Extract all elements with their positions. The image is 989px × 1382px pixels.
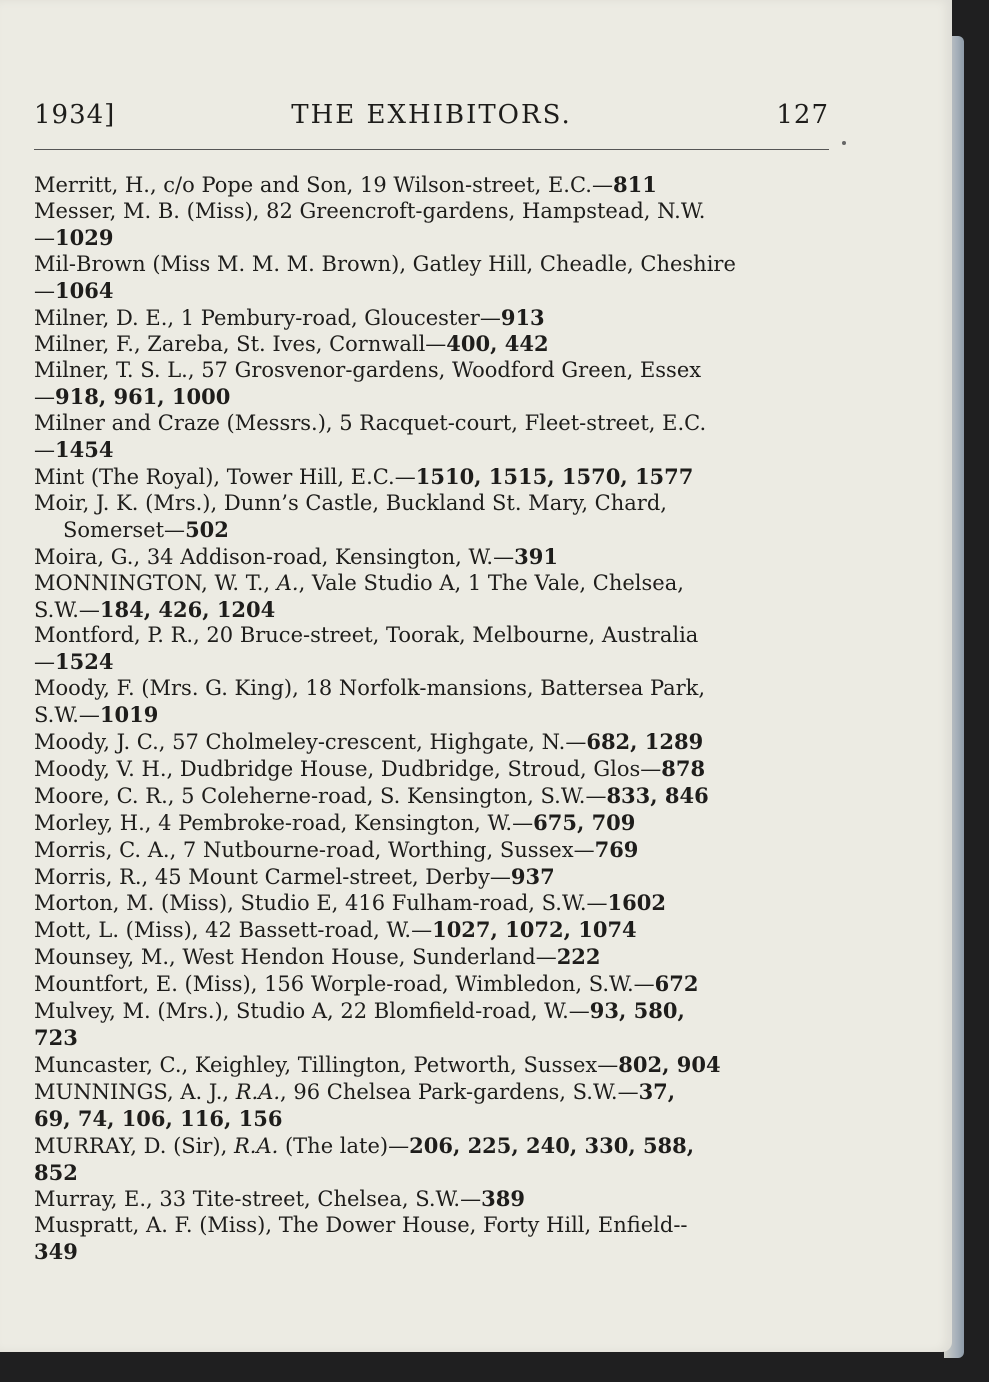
list-item: Muspratt, A. F. (Miss), The Dower House, Forty Hill, Enfield-- 349 <box>34 1213 688 1265</box>
list-item: Montford, P. R., 20 Bruce-street, Toorak, Melbourne, Australia —1524 <box>34 623 699 675</box>
header-title: THE EXHIBITORS. <box>291 100 572 130</box>
list-item: MUNNINGS, A. J., R.A., 96 Chelsea Park-gardens, S.W.—37, 69, 74, 106, 116, 156 <box>34 1078 676 1131</box>
exhibitor-list <box>34 172 834 1266</box>
page-number: 127 <box>776 100 829 130</box>
list-item: Muncaster, C., Keighley, Tillington, Petworth, Sussex—802, 904 <box>34 1051 721 1077</box>
list-item: Milner, D. E., 1 Pembury-road, Gloucester—913 <box>34 304 545 330</box>
list-item: Moira, G., 34 Addison-road, Kensington, W.—391 <box>34 543 558 569</box>
list-item: Murray, E., 33 Tite-street, Chelsea, S.W.—389 <box>34 1186 525 1212</box>
list-item: Mounsey, M., West Hendon House, Sunderland—222 <box>34 944 601 970</box>
list-item: Morton, M. (Miss), Studio E, 416 Fulham-road, S.W.—1602 <box>34 890 666 916</box>
header-rule <box>34 149 829 150</box>
list-item: Moody, V. H., Dudbridge House, Dudbridge, Stroud, Glos—878 <box>34 755 706 781</box>
list-item: Morris, R., 45 Mount Carmel-street, Derby—937 <box>34 863 555 889</box>
list-item: Milner, T. S. L., 57 Grosvenor-gardens, Woodford Green, Essex —918, 961, 1000 <box>34 358 702 410</box>
list-item: MURRAY, D. (Sir), R.A. (The late)—206, 225, 240, 330, 588, 852 <box>34 1132 695 1185</box>
list-item: Mil-Brown (Miss M. M. M. Brown), Gatley Hill, Cheadle, Cheshire —1064 <box>34 251 736 303</box>
list-item: Moore, C. R., 5 Coleherne-road, S. Kensington, S.W.—833, 846 <box>34 782 709 808</box>
list-item: Mountfort, E. (Miss), 156 Worple-road, Wimbledon, S.W.—672 <box>34 971 699 997</box>
list-item: MONNINGTON, W. T., A., Vale Studio A, 1 The Vale, Chelsea, S.W.—184, 426, 1204 <box>34 570 684 622</box>
list-item: Moody, J. C., 57 Cholmeley-crescent, Highgate, N.—682, 1289 <box>34 729 704 755</box>
list-item: Milner, F., Zareba, St. Ives, Cornwall—400, 442 <box>34 331 549 357</box>
list-item: Moody, F. (Mrs. G. King), 18 Norfolk-mansions, Battersea Park, S.W.—1019 <box>34 676 706 728</box>
list-item: Mulvey, M. (Mrs.), Studio A, 22 Blomfield-road, W.—93, 580, 723 <box>34 998 685 1050</box>
list-item: Moir, J. K. (Mrs.), Dunn’s Castle, Buckland St. Mary, Chard, Somerset—502 <box>34 490 667 542</box>
list-item: Morley, H., 4 Pembroke-road, Kensington, W.—675, 709 <box>34 809 636 835</box>
list-item: Merritt, H., c/o Pope and Son, 19 Wilson-street, E.C.—811 <box>34 172 657 197</box>
list-item: Mint (The Royal), Tower Hill, E.C.—1510, 1515, 1570, 1577 <box>34 463 694 489</box>
running-header <box>34 100 829 136</box>
list-item: Morris, C. A., 7 Nutbourne-road, Worthing, Sussex—769 <box>34 836 639 862</box>
header-year: 1934] <box>34 100 116 130</box>
list-item: Milner and Craze (Messrs.), 5 Racquet-court, Fleet-street, E.C. —1454 <box>34 411 707 463</box>
margin-dot <box>842 141 846 145</box>
list-item: Messer, M. B. (Miss), 82 Greencroft-gardens, Hampstead, N.W. —1029 <box>34 198 706 250</box>
list-item: Mott, L. (Miss), 42 Bassett-road, W.—1027, 1072, 1074 <box>34 917 637 943</box>
